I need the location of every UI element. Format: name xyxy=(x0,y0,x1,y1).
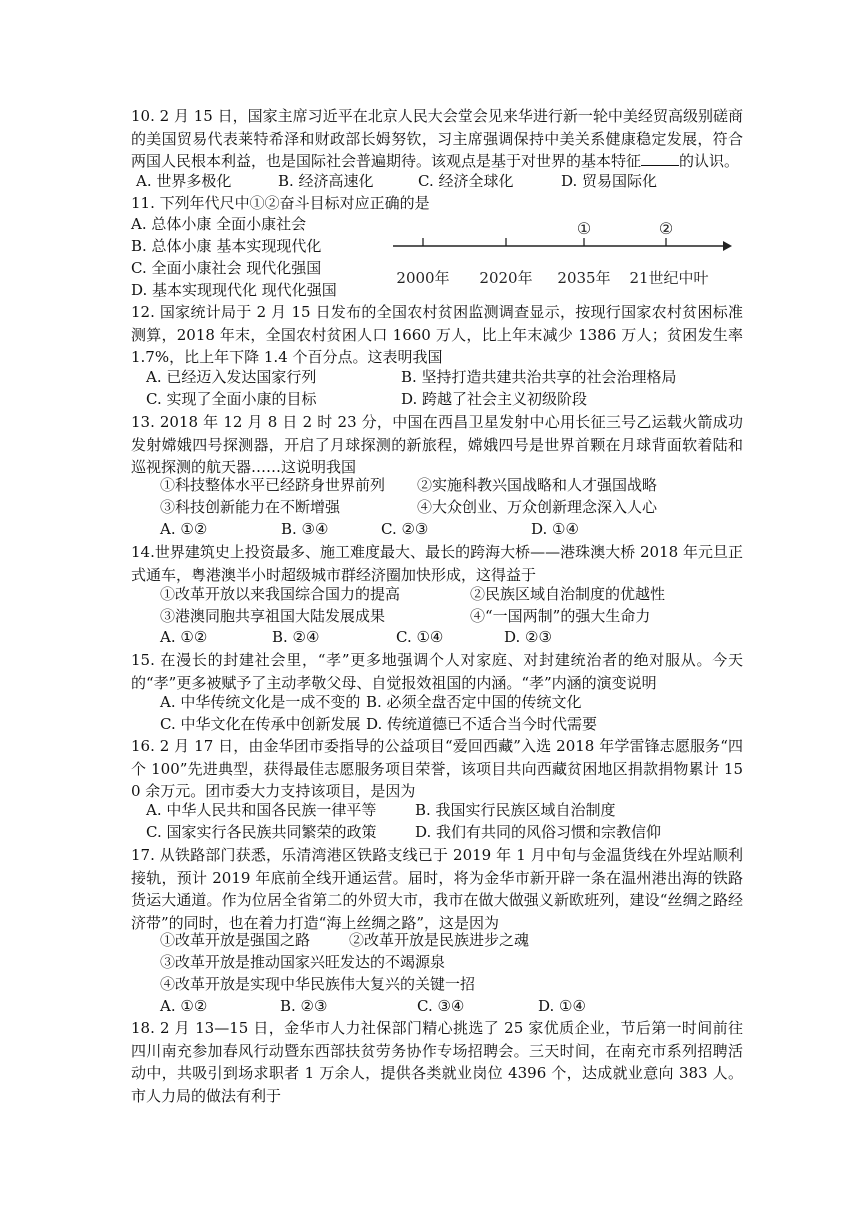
q17-item-3: ③改革开放是推动国家兴旺发达的不竭源泉 xyxy=(160,953,446,971)
q17-option-d: D. ①④ xyxy=(538,997,586,1015)
q12-option-a: A. 已经迈入发达国家行列 xyxy=(146,368,317,386)
q15-option-c: C. 中华文化在传承中创新发展 xyxy=(160,715,361,733)
q10-option-c: C. 经济全球化 xyxy=(418,172,514,190)
q11-option-a: A. 总体小康 全面小康社会 xyxy=(131,215,307,233)
q13-item-2: ②实施科教兴国战略和人才强国战略 xyxy=(417,476,658,494)
q16-option-c: C. 国家实行各民族共同繁荣的政策 xyxy=(146,823,377,841)
timeline-arrow-icon xyxy=(723,241,732,251)
q14-option-b: B. ②④ xyxy=(272,628,320,646)
label-2000: 2000年 xyxy=(396,269,450,287)
q11-option-b: B. 总体小康 基本实现现代化 xyxy=(131,237,322,255)
answer-blank xyxy=(641,151,679,166)
q10-option-a: A. 世界多极化 xyxy=(136,172,232,190)
q14-option-a: A. ①② xyxy=(160,628,208,646)
question-17-stem: 17. 从铁路部门获悉，乐清湾港区铁路支线已于 2019 年 1 月中旬与金温货线在外埕站顺利接轨，预计 2019 年底前全线开通运营。届时，将为金华市新开辟一条在温州港出海的铁路货运大通道。作为位居全省第二的外贸大市，我市在做大做强义新欧班列，建设“丝绸之路经济带”的同时，也在着力打造“海上丝绸之路”，这是因为 xyxy=(131,846,743,932)
question-13-stem: 13. 2018 年 12 月 8 日 2 时 23 分，中国在西昌卫星发射中心用长征三号乙运载火箭成功发射嫦娥四号探测器，开启了月球探测的新旅程，嫦娥四号是世界首颗在月球背面软着陆和巡视探测的航天器……这说明我国 xyxy=(131,413,743,476)
q10-option-d: D. 贸易国际化 xyxy=(561,172,658,190)
q14-item-2: ②民族区域自治制度的优越性 xyxy=(470,585,666,603)
q15-option-b: B. 必须全盘否定中国的传统文化 xyxy=(366,693,582,711)
question-12-stem: 12. 国家统计局于 2 月 15 日发布的全国农村贫困监测调查显示，按现行国家农村贫困标准测算，2018 年末，全国农村贫困人口 1660 万人，比上年末减少 1386 万人；贫困发生率 1.7%，比上年下降 1.4 个百分点。这表明我国 xyxy=(131,303,743,366)
q13-item-3: ③科技创新能力在不断增强 xyxy=(160,498,341,516)
q16-option-d: D. 我们有共同的风俗习惯和宗教信仰 xyxy=(415,823,662,841)
q13-item-4: ④大众创业、万众创新理念深入人心 xyxy=(417,498,658,516)
q17-option-a: A. ①② xyxy=(160,997,208,1015)
q17-item-4: ④改革开放是实现中华民族伟大复兴的关键一招 xyxy=(160,975,476,993)
q15-option-a: A. 中华传统文化是一成不变的 xyxy=(160,693,361,711)
marker-1: ① xyxy=(576,219,592,238)
question-15-stem: 15. 在漫长的封建社会里，“孝”更多地强调个人对家庭、对封建统治者的绝对服从。今天的“孝”更多被赋予了主动孝敬父母、自觉报效祖国的内涵。“孝”内涵的演变说明 xyxy=(131,651,743,692)
q16-option-b: B. 我国实行民族区域自治制度 xyxy=(415,801,616,819)
q17-item-1: ①改革开放是强国之路 xyxy=(160,931,311,949)
q14-item-1: ①改革开放以来我国综合国力的提高 xyxy=(160,585,401,603)
label-2020: 2020年 xyxy=(479,269,533,287)
q14-option-d: D. ②③ xyxy=(504,628,552,646)
question-11-stem: 11. 下列年代尺中①②奋斗目标对应正确的是 xyxy=(131,194,430,212)
q12-option-b: B. 坚持打造共建共治共享的社会治理格局 xyxy=(401,368,677,386)
marker-2: ② xyxy=(658,219,674,238)
q12-option-c: C. 实现了全面小康的目标 xyxy=(146,390,317,408)
q13-option-a: A. ①② xyxy=(160,520,208,538)
q10-option-b: B. 经济高速化 xyxy=(278,172,374,190)
q13-option-c: C. ②③ xyxy=(381,520,429,538)
q14-item-4: ④“一国两制”的强大生命力 xyxy=(470,607,651,625)
q11-option-c: C. 全面小康社会 现代化强国 xyxy=(131,259,322,277)
timeline-chart xyxy=(385,210,735,295)
question-18-stem: 18. 2 月 13—15 日，金华市人力社保部门精心挑选了 25 家优质企业，节后第一时间前往四川南充参加春风行动暨东西部扶贫劳务协作专场招聘会。三天时间，在南充市系列招聘活动中，共吸引到场求职者 1 万余人，提供各类就业岗位 4396 个，达成就业意向 383 人。市人力局的做法有利于 xyxy=(131,1019,743,1105)
q13-option-d: D. ①④ xyxy=(531,520,579,538)
q12-option-d: D. 跨越了社会主义初级阶段 xyxy=(401,390,588,408)
q17-item-2: ②改革开放是民族进步之魂 xyxy=(349,931,530,949)
q14-item-3: ③港澳同胞共享祖国大陆发展成果 xyxy=(160,607,386,625)
q13-item-1: ①科技整体水平已经跻身世界前列 xyxy=(160,476,386,494)
q15-option-d: D. 传统道德已不适合当今时代需要 xyxy=(366,715,598,733)
q14-option-c: C. ①④ xyxy=(396,628,444,646)
q17-option-c: C. ③④ xyxy=(417,997,465,1015)
q17-option-b: B. ②③ xyxy=(280,997,328,1015)
question-14-stem: 14.世界建筑史上投资最多、施工难度最大、最长的跨海大桥——港珠澳大桥 2018 年元旦正式通车，粤港澳半小时超级城市群经济圈加快形成，这得益于 xyxy=(131,543,743,584)
question-16-stem: 16. 2 月 17 日，由金华团市委指导的公益项目“爱回西藏”入选 2018 年学雷锋志愿服务“四个 100”先进典型，获得最佳志愿服务项目荣誉，该项目共向西藏贫困地区捐款捐物累计 150 余万元。团市委大力支持该项目，是因为 xyxy=(131,737,743,800)
q16-option-a: A. 中华人民共和国各民族一律平等 xyxy=(146,801,377,819)
question-10-stem: 10. 2 月 15 日，国家主席习近平在北京人民大会堂会见来华进行新一轮中美经贸高级别磋商的美国贸易代表莱特希泽和财政部长姆努钦，习主席强调保持中美关系健康稳定发展，符合两国人民根本利益，也是国际社会普遍期待。该观点是基于对世界的基本特征 的认识。 xyxy=(131,107,743,170)
label-mid-century: 21世纪中叶 xyxy=(629,269,709,287)
label-2035: 2035年 xyxy=(557,269,611,287)
q11-option-d: D. 基本实现现代化 现代化强国 xyxy=(131,281,337,299)
q13-option-b: B. ③④ xyxy=(281,520,329,538)
